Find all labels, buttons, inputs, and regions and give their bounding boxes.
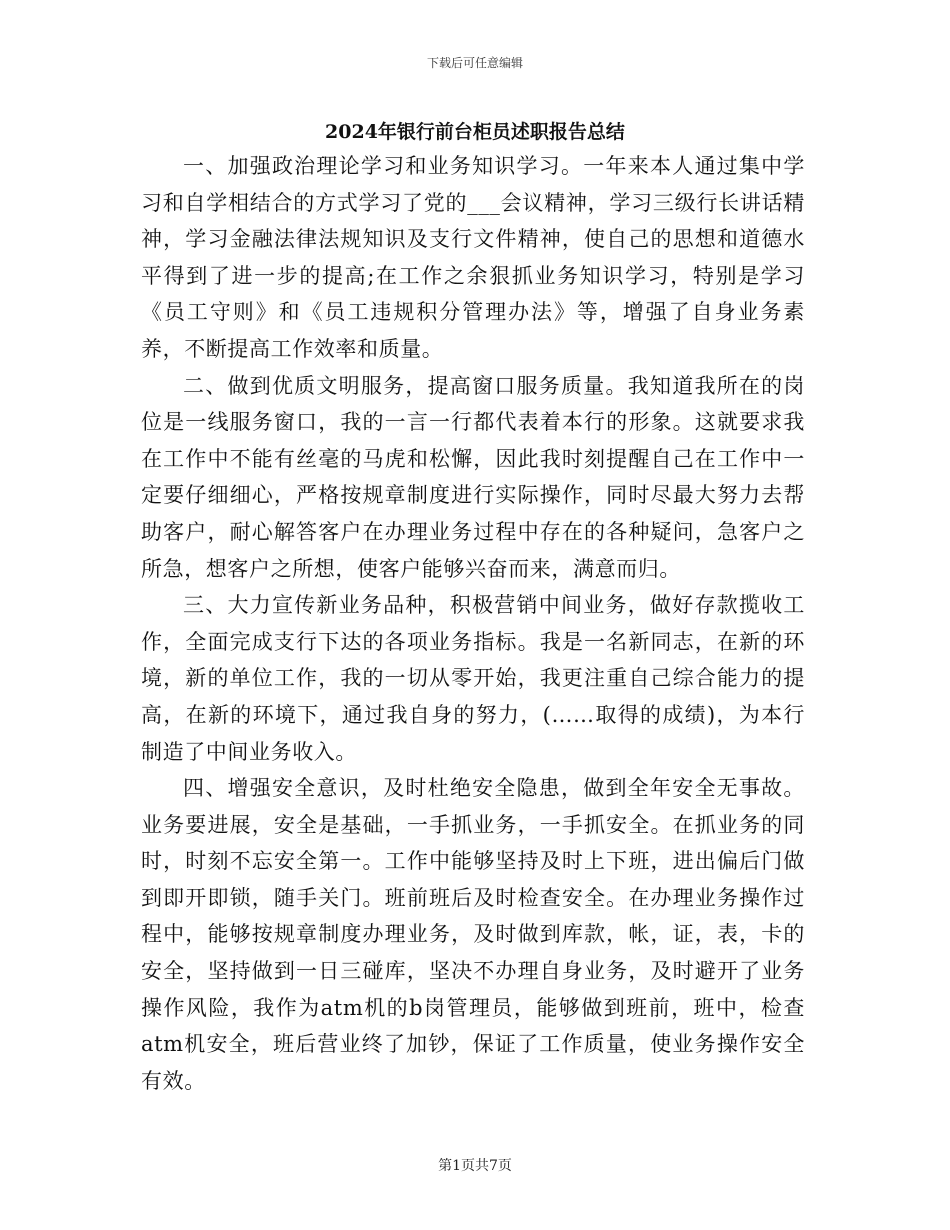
header-note: 下载后可任意编辑: [426, 56, 523, 70]
document-body: [141, 148, 805, 1099]
paragraph-1: 一、加强政治理论学习和业务知识学习。一年来本人通过集中学习和自学相结合的方式学习了党的___会议精神，学习三级行长讲话精神，学习金融法律法规知识及支行文件精神，使自己的思想和道德水平得到了进一步的提高;在工作之余狠抓业务知识学习，特别是学习《员工守则》和《员工违规积分管理办法》等，增强了自身业务素养，不断提高工作效率和质量。: [141, 154, 805, 361]
document-title: 2024年银行前台柜员述职报告总结: [325, 121, 625, 143]
paragraph-2: 二、做到优质文明服务，提高窗口服务质量。我知道我所在的岗位是一线服务窗口，我的一言一行都代表着本行的形象。这就要求我在工作中不能有丝毫的马虎和松懈，因此我时刻提醒自己在工作中一定要仔细细心，严格按规章制度进行实际操作，同时尽最大努力去帮助客户，耐心解答客户在办理业务过程中存在的各种疑问，急客户之所急，想客户之所想，使客户能够兴奋而来，满意而归。: [141, 373, 805, 581]
page-number: 第1页共7页: [438, 1158, 512, 1174]
paragraph-3: 三、大力宣传新业务品种，积极营销中间业务，做好存款揽收工作，全面完成支行下达的各项业务指标。我是一名新同志，在新的环境，新的单位工作，我的一切从零开始，我更注重自己综合能力的提高，在新的环境下，通过我自身的努力，(……取得的成绩)，为本行制造了中间业务收入。: [141, 593, 805, 764]
paragraph-4: 四、增强安全意识，及时杜绝安全隐患，做到全年安全无事故。业务要进展，安全是基础，一手抓业务，一手抓安全。在抓业务的同时，时刻不忘安全第一。工作中能够坚持及时上下班，进出偏后门做到即开即锁，随手关门。班前班后及时检查安全。在办理业务操作过程中，能够按规章制度办理业务，及时做到库款，帐，证，表，卡的安全，坚持做到一日三碰库，坚决不办理自身业务，及时避开了业务操作风险，我作为atm机的b岗管理员，能够做到班前，班中，检查atm机安全，班后营业终了加钞，保证了工作质量，使业务操作安全有效。: [141, 776, 805, 1093]
